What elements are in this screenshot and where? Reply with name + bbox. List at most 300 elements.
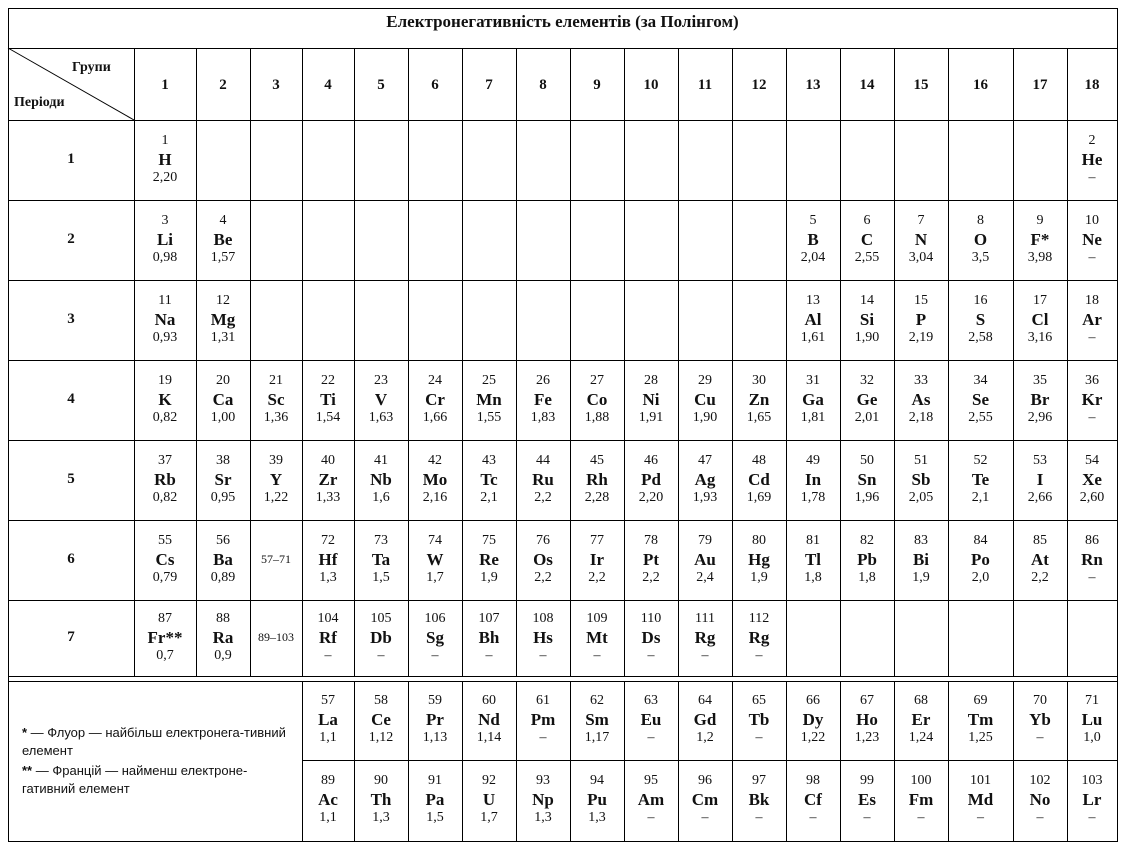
- group-header: 8: [539, 77, 547, 93]
- electronegativity-value: 2,1: [971, 489, 990, 505]
- electronegativity-value: –: [539, 647, 547, 663]
- atomic-number: 102: [1029, 773, 1051, 788]
- atomic-number: 27: [590, 372, 604, 388]
- atomic-number: 95: [644, 773, 658, 788]
- atomic-number: 4: [219, 212, 227, 228]
- element-symbol: Bk: [748, 790, 770, 809]
- electronegativity-value: 1,78: [800, 489, 826, 505]
- element-cell: [786, 774, 840, 827]
- period-label: 1: [67, 151, 75, 167]
- atomic-number: 83: [914, 532, 928, 548]
- atomic-number: 104: [317, 610, 339, 626]
- atomic-number: 80: [752, 532, 766, 548]
- element-cell: [408, 374, 462, 427]
- element-cell: [134, 294, 196, 347]
- atomic-number: 14: [860, 292, 874, 308]
- electronegativity-value: 2,2: [588, 569, 606, 585]
- element-cell: [196, 214, 250, 267]
- element-cell: [302, 774, 354, 827]
- element-symbol: Hs: [533, 627, 553, 647]
- element-cell: [516, 612, 570, 665]
- atomic-number: 58: [374, 693, 388, 708]
- element-symbol: Sn: [857, 469, 877, 489]
- element-symbol: Ra: [212, 627, 234, 647]
- element-symbol: Mt: [586, 627, 608, 647]
- group-header: 1: [161, 77, 169, 93]
- atomic-number: 59: [428, 693, 442, 708]
- atomic-number: 64: [698, 693, 712, 708]
- electronegativity-value: 1,3: [588, 810, 606, 825]
- element-symbol: Si: [859, 309, 875, 329]
- element-symbol: Cf: [804, 790, 822, 809]
- group-header: 2: [219, 77, 227, 93]
- electronegativity-value: –: [755, 647, 763, 663]
- atomic-number: 62: [590, 693, 604, 708]
- element-symbol: Na: [154, 309, 176, 329]
- atomic-number: 17: [1033, 292, 1047, 308]
- element-cell: [678, 454, 732, 507]
- element-cell: [732, 454, 786, 507]
- element-symbol: Dy: [802, 710, 824, 729]
- electronegativity-value: 1,31: [210, 329, 236, 345]
- electronegativity-value: 0,82: [152, 489, 178, 505]
- element-cell: [894, 214, 948, 267]
- element-cell: [516, 774, 570, 827]
- electronegativity-value: 2,28: [584, 489, 610, 505]
- element-cell: [624, 374, 678, 427]
- element-symbol: Am: [637, 790, 665, 809]
- element-cell: [1067, 694, 1117, 747]
- electronegativity-value: 0,98: [152, 249, 178, 265]
- element-cell: [1013, 214, 1067, 267]
- electronegativity-value: –: [485, 647, 493, 663]
- electronegativity-value: 0,79: [152, 569, 178, 585]
- element-symbol: Sm: [585, 710, 609, 729]
- element-symbol: Sb: [911, 469, 931, 489]
- atomic-number: 40: [321, 452, 335, 468]
- electronegativity-value: 1,93: [692, 489, 718, 505]
- atomic-number: 84: [973, 532, 988, 548]
- element-cell: [786, 374, 840, 427]
- element-cell: [1067, 214, 1117, 267]
- element-symbol: S: [975, 309, 986, 329]
- atomic-number: 86: [1085, 532, 1099, 548]
- electronegativity-value: 2,58: [968, 329, 993, 345]
- electronegativity-value: –: [917, 810, 925, 825]
- atomic-number: 109: [586, 610, 608, 626]
- element-symbol: Fe: [534, 389, 552, 409]
- electronegativity-value: 1,6: [372, 489, 390, 505]
- element-symbol: Th: [370, 790, 392, 809]
- atomic-number: 75: [482, 532, 496, 548]
- element-symbol: Sr: [214, 469, 232, 489]
- element-symbol: Rh: [586, 469, 608, 489]
- atomic-number: 63: [644, 693, 658, 708]
- atomic-number: 43: [482, 452, 496, 468]
- element-cell: [678, 694, 732, 747]
- atomic-number: 70: [1033, 693, 1047, 708]
- group-header: 12: [751, 77, 767, 93]
- electronegativity-value: 1,24: [908, 730, 934, 745]
- atomic-number: 68: [914, 693, 928, 708]
- element-cell: [678, 534, 732, 587]
- element-symbol: B: [807, 229, 819, 249]
- element-cell: [408, 612, 462, 665]
- electronegativity-value: 2,55: [968, 409, 993, 425]
- element-symbol: Np: [532, 790, 554, 809]
- footnote-mark: *: [22, 725, 28, 740]
- electronegativity-value: 1,3: [534, 810, 552, 825]
- element-cell: [624, 694, 678, 747]
- atomic-number: 54: [1085, 452, 1099, 468]
- element-cell: [196, 612, 250, 665]
- electronegativity-value: –: [701, 647, 709, 663]
- element-symbol: Er: [911, 710, 931, 729]
- atomic-number: 57: [321, 693, 335, 708]
- element-symbol: F*: [1030, 229, 1050, 249]
- atomic-number: 99: [860, 773, 874, 788]
- group-header: 7: [485, 77, 493, 93]
- element-cell: [948, 534, 1013, 587]
- element-symbol: Ru: [532, 469, 554, 489]
- element-symbol: Pr: [426, 710, 444, 729]
- atomic-number: 46: [644, 452, 658, 468]
- element-cell: [462, 774, 516, 827]
- element-cell: [408, 454, 462, 507]
- atomic-number: 3: [161, 212, 169, 228]
- atomic-number: 96: [698, 773, 712, 788]
- element-symbol: Tm: [967, 710, 994, 729]
- electronegativity-value: –: [977, 810, 984, 825]
- element-cell: [678, 774, 732, 827]
- element-symbol: Pm: [530, 710, 556, 729]
- element-cell: [1013, 294, 1067, 347]
- electronegativity-value: 2,04: [800, 249, 826, 265]
- atomic-number: 31: [806, 372, 820, 388]
- group-header: 14: [859, 77, 875, 93]
- group-header: 10: [643, 77, 659, 93]
- element-symbol: Hg: [748, 549, 770, 569]
- electronegativity-value: 1,57: [210, 249, 236, 265]
- element-cell: [516, 454, 570, 507]
- atomic-number: 98: [806, 773, 820, 788]
- element-cell: [462, 694, 516, 747]
- atomic-number: 91: [428, 773, 442, 788]
- atomic-number: 77: [590, 532, 604, 548]
- electronegativity-value: 1,14: [476, 730, 502, 745]
- atomic-number: 52: [973, 452, 988, 468]
- element-symbol: Ge: [856, 389, 878, 409]
- electronegativity-value: 1,61: [800, 329, 826, 345]
- element-cell: [678, 612, 732, 665]
- atomic-number: 92: [482, 773, 496, 788]
- atomic-number: 85: [1033, 532, 1047, 548]
- element-cell: [732, 774, 786, 827]
- electronegativity-value: 0,7: [156, 647, 174, 663]
- atomic-number: 67: [860, 693, 874, 708]
- element-symbol: Bh: [478, 627, 500, 647]
- element-cell: [354, 374, 408, 427]
- element-symbol: Tl: [804, 549, 822, 569]
- element-symbol: Ho: [856, 710, 878, 729]
- atomic-number: 19: [158, 372, 172, 388]
- series-range-label: 89–103: [258, 630, 294, 644]
- element-symbol: Ar: [1082, 309, 1102, 329]
- element-cell: [624, 774, 678, 827]
- electronegativity-value: 1,69: [746, 489, 772, 505]
- electronegativity-value: 2,16: [422, 489, 448, 505]
- element-symbol: Pu: [587, 790, 607, 809]
- element-symbol: C: [860, 229, 874, 249]
- element-symbol: Ds: [641, 627, 661, 647]
- element-symbol: U: [482, 790, 496, 809]
- element-cell: [732, 612, 786, 665]
- atomic-number: 30: [752, 372, 766, 388]
- element-cell: [302, 454, 354, 507]
- element-symbol: H: [158, 149, 172, 169]
- element-cell: [948, 454, 1013, 507]
- group-header: 18: [1084, 77, 1100, 93]
- electronegativity-value: 1,65: [746, 409, 772, 425]
- element-symbol: Rb: [154, 469, 176, 489]
- element-cell: [302, 612, 354, 665]
- atomic-number: 1: [161, 132, 169, 148]
- element-symbol: Nb: [370, 469, 392, 489]
- element-symbol: At: [1031, 549, 1049, 569]
- element-symbol: Te: [971, 469, 990, 489]
- atomic-number: 49: [806, 452, 820, 468]
- element-symbol: I: [1036, 469, 1044, 489]
- electronegativity-value: 1,33: [315, 489, 341, 505]
- element-symbol: Lr: [1082, 790, 1102, 809]
- element-symbol: Pa: [425, 790, 445, 809]
- group-header: 6: [431, 77, 439, 93]
- atomic-number: 36: [1085, 372, 1099, 388]
- element-symbol: Y: [269, 469, 283, 489]
- electronegativity-value: –: [755, 810, 763, 825]
- atomic-number: 2: [1088, 132, 1096, 148]
- element-symbol: Kr: [1081, 389, 1103, 409]
- element-symbol: Fr**: [147, 627, 183, 647]
- element-cell: [624, 454, 678, 507]
- element-cell: [894, 534, 948, 587]
- electronegativity-value: 1,12: [368, 730, 394, 745]
- electronegativity-value: –: [1088, 169, 1096, 185]
- element-symbol: Se: [972, 389, 989, 409]
- element-cell: [302, 374, 354, 427]
- electronegativity-value: –: [1088, 409, 1096, 425]
- element-symbol: Ce: [371, 710, 391, 729]
- element-cell: [840, 694, 894, 747]
- atomic-number: 108: [532, 610, 554, 626]
- element-symbol: Al: [804, 309, 822, 329]
- atomic-number: 47: [698, 452, 712, 468]
- period-label: 6: [67, 551, 75, 567]
- element-cell: [894, 294, 948, 347]
- element-symbol: Ga: [802, 389, 824, 409]
- corner-diagonal-line: [8, 48, 134, 120]
- element-symbol: La: [318, 710, 338, 729]
- electronegativity-value: –: [755, 730, 763, 745]
- element-symbol: Lu: [1081, 710, 1103, 729]
- element-cell: [250, 374, 302, 427]
- element-symbol: Db: [370, 627, 392, 647]
- element-cell: [624, 534, 678, 587]
- element-cell: [302, 534, 354, 587]
- atomic-number: 74: [428, 532, 442, 548]
- element-symbol: Xe: [1082, 469, 1102, 489]
- electronegativity-value: 2,0: [971, 569, 990, 585]
- electronegativity-value: 1,63: [368, 409, 394, 425]
- atomic-number: 111: [695, 610, 715, 626]
- footnote-mark: **: [22, 763, 33, 778]
- period-label: 4: [67, 391, 75, 407]
- atomic-number: 35: [1033, 372, 1047, 388]
- electronegativity-value: 1,3: [372, 810, 390, 825]
- electronegativity-value: –: [324, 647, 332, 663]
- element-symbol: Zn: [748, 389, 770, 409]
- footnote-text: — Францій — найменш електроне-гативний елемент: [22, 763, 248, 796]
- element-symbol: N: [914, 229, 928, 249]
- periods-header-label: Періоди: [14, 95, 65, 110]
- element-cell: [134, 454, 196, 507]
- element-symbol: Ti: [320, 389, 336, 409]
- atomic-number: 87: [158, 610, 172, 626]
- atomic-number: 20: [216, 372, 230, 388]
- electronegativity-value: 2,96: [1027, 409, 1053, 425]
- element-cell: [516, 694, 570, 747]
- atomic-number: 69: [973, 693, 988, 708]
- atomic-number: 79: [698, 532, 712, 548]
- footnote: [22, 762, 297, 798]
- atomic-number: 22: [321, 372, 335, 388]
- electronegativity-value: 2,19: [908, 329, 934, 345]
- electronegativity-value: 2,20: [152, 169, 178, 185]
- group-header: 16: [973, 77, 988, 93]
- atomic-number: 60: [482, 693, 496, 708]
- atomic-number: 73: [374, 532, 388, 548]
- element-cell: [462, 454, 516, 507]
- period-label: 2: [67, 231, 75, 247]
- electronegativity-value: –: [1088, 329, 1096, 345]
- electronegativity-value: –: [1088, 569, 1096, 585]
- electronegativity-value: 1,17: [584, 730, 610, 745]
- element-cell: [786, 454, 840, 507]
- electronegativity-value: 2,18: [908, 409, 934, 425]
- atomic-number: 101: [970, 773, 991, 788]
- atomic-number: 21: [269, 372, 283, 388]
- element-cell: [894, 454, 948, 507]
- electronegativity-value: 1,25: [968, 730, 993, 745]
- electronegativity-value: 1,1: [319, 810, 337, 825]
- atomic-number: 112: [748, 610, 770, 626]
- electronegativity-value: 1,1: [319, 730, 337, 745]
- atomic-number: 94: [590, 773, 604, 788]
- group-header: 3: [272, 77, 280, 93]
- electronegativity-value: 1,3: [319, 569, 337, 585]
- electronegativity-value: –: [1036, 810, 1044, 825]
- atomic-number: 28: [644, 372, 658, 388]
- element-cell: [1067, 294, 1117, 347]
- group-header: 11: [697, 77, 713, 93]
- atomic-number: 41: [374, 452, 388, 468]
- element-cell: [134, 374, 196, 427]
- electronegativity-value: 0,95: [210, 489, 236, 505]
- element-symbol: Hf: [318, 549, 338, 569]
- element-symbol: Pb: [857, 549, 877, 569]
- element-symbol: Rn: [1081, 549, 1103, 569]
- electronegativity-value: 1,5: [372, 569, 390, 585]
- electronegativity-value: 1,88: [584, 409, 610, 425]
- electronegativity-value: 1,23: [854, 730, 880, 745]
- element-cell: [948, 214, 1013, 267]
- atomic-number: 89: [321, 773, 335, 788]
- element-cell: [1067, 454, 1117, 507]
- electronegativity-value: 1,91: [638, 409, 664, 425]
- element-symbol: Re: [479, 549, 499, 569]
- electronegativity-value: 2,4: [696, 569, 714, 585]
- element-cell: [302, 694, 354, 747]
- element-cell: [732, 374, 786, 427]
- element-cell: [516, 374, 570, 427]
- period-label: 5: [67, 471, 75, 487]
- electronegativity-value: 0,89: [210, 569, 236, 585]
- element-symbol: Li: [156, 229, 174, 249]
- element-cell: [678, 374, 732, 427]
- atomic-number: 107: [478, 610, 500, 626]
- atomic-number: 71: [1085, 693, 1099, 708]
- element-cell: [196, 454, 250, 507]
- element-cell: [1013, 374, 1067, 427]
- electronegativity-value: 1,00: [210, 409, 236, 425]
- electronegativity-value: 0,82: [152, 409, 178, 425]
- atomic-number: 66: [806, 693, 820, 708]
- element-symbol: Mo: [422, 469, 448, 489]
- electronegativity-value: 1,90: [854, 329, 880, 345]
- electronegativity-value: 1,66: [422, 409, 448, 425]
- electronegativity-value: 1,2: [696, 730, 714, 745]
- period-label: 7: [67, 629, 75, 645]
- atomic-number: 39: [269, 452, 283, 468]
- electronegativity-value: 1,5: [426, 810, 444, 825]
- element-cell: [1013, 534, 1067, 587]
- element-symbol: Ne: [1082, 229, 1102, 249]
- element-cell: [840, 454, 894, 507]
- element-symbol: Co: [586, 389, 608, 409]
- element-cell: [408, 774, 462, 827]
- element-cell: [1067, 534, 1117, 587]
- element-cell: [840, 294, 894, 347]
- element-cell: [894, 374, 948, 427]
- element-symbol: No: [1029, 790, 1051, 809]
- element-symbol: Cm: [691, 790, 719, 809]
- element-cell: [408, 534, 462, 587]
- element-cell: [134, 534, 196, 587]
- atomic-number: 34: [973, 372, 988, 388]
- atomic-number: 55: [158, 532, 172, 548]
- element-symbol: Sc: [267, 389, 285, 409]
- element-cell: [894, 694, 948, 747]
- element-symbol: Mn: [476, 389, 502, 409]
- atomic-number: 24: [428, 372, 442, 388]
- atomic-number: 93: [536, 773, 550, 788]
- element-symbol: K: [158, 389, 172, 409]
- element-symbol: Rf: [319, 627, 337, 647]
- electronegativity-value: 1,8: [804, 569, 822, 585]
- atomic-number: 53: [1033, 452, 1047, 468]
- element-cell: [570, 454, 624, 507]
- atomic-number: 72: [321, 532, 335, 548]
